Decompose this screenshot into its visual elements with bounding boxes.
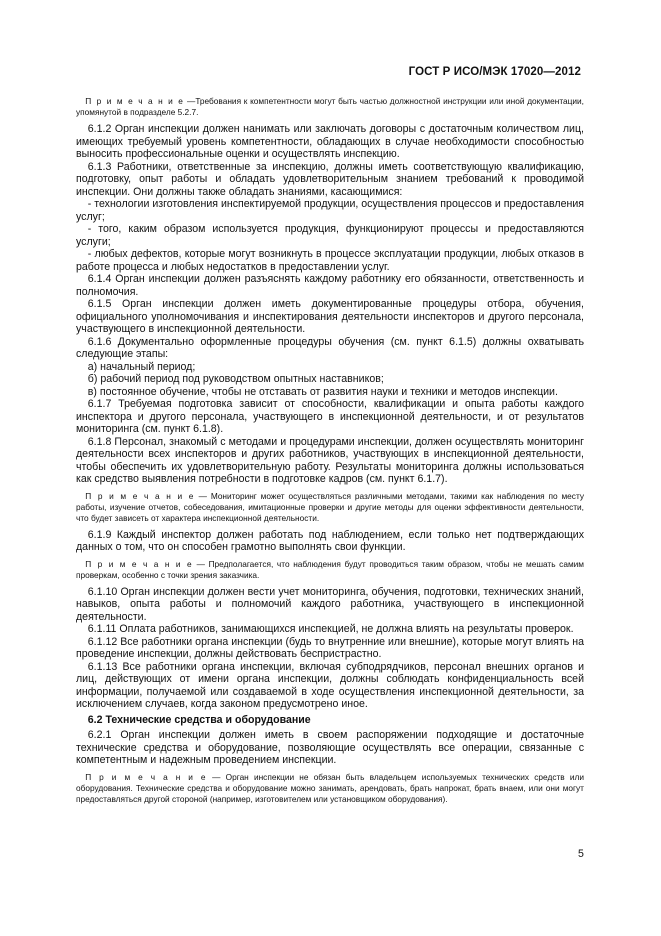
note-label: П р и м е ч а н и е bbox=[85, 771, 207, 782]
clause-6-1-9: 6.1.9 Каждый инспектор должен работать под наблюдением, если только нет подтверждающих данных о том, что он способен грамотно выполнять свои функции. bbox=[76, 528, 584, 553]
clause-6-1-10: 6.1.10 Орган инспекции должен вести учет мониторинга, обучения, подготовки, технических знаний, навыков, опыта работы и полномочий каждого работника, участвующего в инспекционной деятельности. bbox=[76, 585, 584, 623]
clause-6-1-11: 6.1.11 Оплата работников, занимающихся инспекцией, не должна влиять на результаты проверок. bbox=[87, 623, 574, 635]
list-item-usage: - того, каким образом используется продукция, функционируют процессы и предоставляются услуги; bbox=[76, 223, 584, 248]
clause-6-1-13: 6.1.13 Все работники органа инспекции, включая субподрядчиков, персонал внешних органов и лиц, действующих от имени органа инспекции, должны соблюдать конфиденциальность всей информации, получаемой или создаваемой в ходе осуществления инспекционной деятельности, за исключением случаев, когда законом предусмотрено иное. bbox=[76, 660, 584, 710]
clause-6-1-8: 6.1.8 Персонал, знакомый с методами и процедурами инспекции, должен осуществлять мониторинг деятельности всех инспекторов и других работников, участвующих в инспекционной деятельности, чтобы обеспечить их удовлетворительную работу. Результаты мониторинга должны использоваться как средство выявления потребности в подготовке кадров (см. пункт 6.1.7). bbox=[76, 435, 584, 485]
note-label: П р и м е ч а н и е bbox=[85, 558, 193, 569]
clause-6-1-12: 6.1.12 Все работники органа инспекции (будь то внутренние или внешние), которые могут влиять на проведение инспекции, должны действовать беспристрастно. bbox=[76, 635, 584, 660]
note-equipment-ownership bbox=[76, 772, 584, 805]
list-item-c: в) постоянное обучение, чтобы не отставать от развития науки и техники и методов инспекции. bbox=[87, 385, 558, 398]
note-text: — Мониторинг может осуществляться различными методами, такими как наблюдения по месту работы, изучение отчетов, собеседования, имитационные проверки и другие методы для оценки эффективности деятельности, что будет зависеть от характера инспекционной деятельности. bbox=[76, 490, 584, 523]
note-monitoring bbox=[76, 491, 584, 524]
clause-6-1-2: 6.1.2 Орган инспекции должен нанимать или заключать договоры с достаточным количеством лиц, имеющих требуемый уровень компетентности, обладающих в случае необходимости способностью выносить профессиональные оценки и осуществлять инспекцию. bbox=[76, 123, 584, 160]
page-number: 5 bbox=[578, 848, 584, 860]
note-label: П р и м е ч а н и е bbox=[85, 96, 185, 106]
clause-6-2-1: 6.2.1 Орган инспекции должен иметь в своем распоряжении подходящие и достаточные технические средства и оборудование, позволяющие осуществлять все операции, связанные с компетентным и надежным проведением инспекции. bbox=[76, 729, 584, 766]
list-item-b: б) рабочий период под руководством опытных наставников; bbox=[87, 373, 384, 385]
note-observation bbox=[76, 559, 584, 581]
note-text: —Требования к компетентности могут быть частью должностной инструкции или иной документации, упомянутой в подразделе 5.2.7. bbox=[76, 96, 584, 117]
list-item-a: а) начальный период; bbox=[87, 360, 196, 373]
note-text: — Орган инспекции не обязан быть владельцем используемых технических средств или оборудования. Технические средства и оборудование можно занимать, арендовать, брать напрокат, брать внаем, или они могут предоставляться другой стороной (например, изготовителем или установщиком оборудования). bbox=[76, 771, 584, 804]
note-text: — Предполагается, что наблюдения будут проводиться таким образом, чтобы не мешать самим проверкам, особенно с точки зрения заказчика. bbox=[76, 558, 584, 580]
list-item-technology: - технологии изготовления инспектируемой продукции, осуществления процессов и предоставления услуг; bbox=[76, 198, 584, 223]
clause-6-1-6: 6.1.6 Документально оформленные процедуры обучения (см. пункт 6.1.5) должны охватывать следующие этапы: bbox=[76, 335, 584, 360]
section-6-2-heading: 6.2 Технические средства и оборудование bbox=[87, 713, 311, 726]
note-competence-requirements bbox=[76, 96, 584, 118]
clause-6-1-4: 6.1.4 Орган инспекции должен разъяснять каждому работнику его обязанности, ответственность и полномочия. bbox=[76, 273, 584, 298]
document-header: ГОСТ Р ИСО/МЭК 17020—2012 bbox=[408, 66, 581, 78]
clause-6-1-7: 6.1.7 Требуемая подготовка зависит от способности, квалификации и опыта работы каждого инспектора и другого персонала, участвующего в инспекционной деятельности, и от результатов мониторинга (см. пункт 6.1.8). bbox=[76, 398, 584, 435]
document-body bbox=[76, 96, 584, 805]
clause-6-1-5: 6.1.5 Орган инспекции должен иметь документированные процедуры отбора, обучения, официального уполномочивания и инспектирования деятельности инспекторов и другого персонала, участвующего в инспекционной деятельности. bbox=[76, 298, 584, 335]
note-label: П р и м е ч а н и е bbox=[85, 490, 195, 501]
clause-6-1-3: 6.1.3 Работники, ответственные за инспекцию, должны иметь соответствующую квалификацию, подготовку, опыт работы и обладать удовлетворительным знанием требований к проводимой инспекции. Они должны также обладать знаниями, касающимися: bbox=[76, 160, 584, 198]
list-item-defects: - любых дефектов, которые могут возникнуть в процессе эксплуатации продукции, любых отказов в работе процесса и любых недостатков в предоставлении услуг. bbox=[76, 248, 584, 273]
